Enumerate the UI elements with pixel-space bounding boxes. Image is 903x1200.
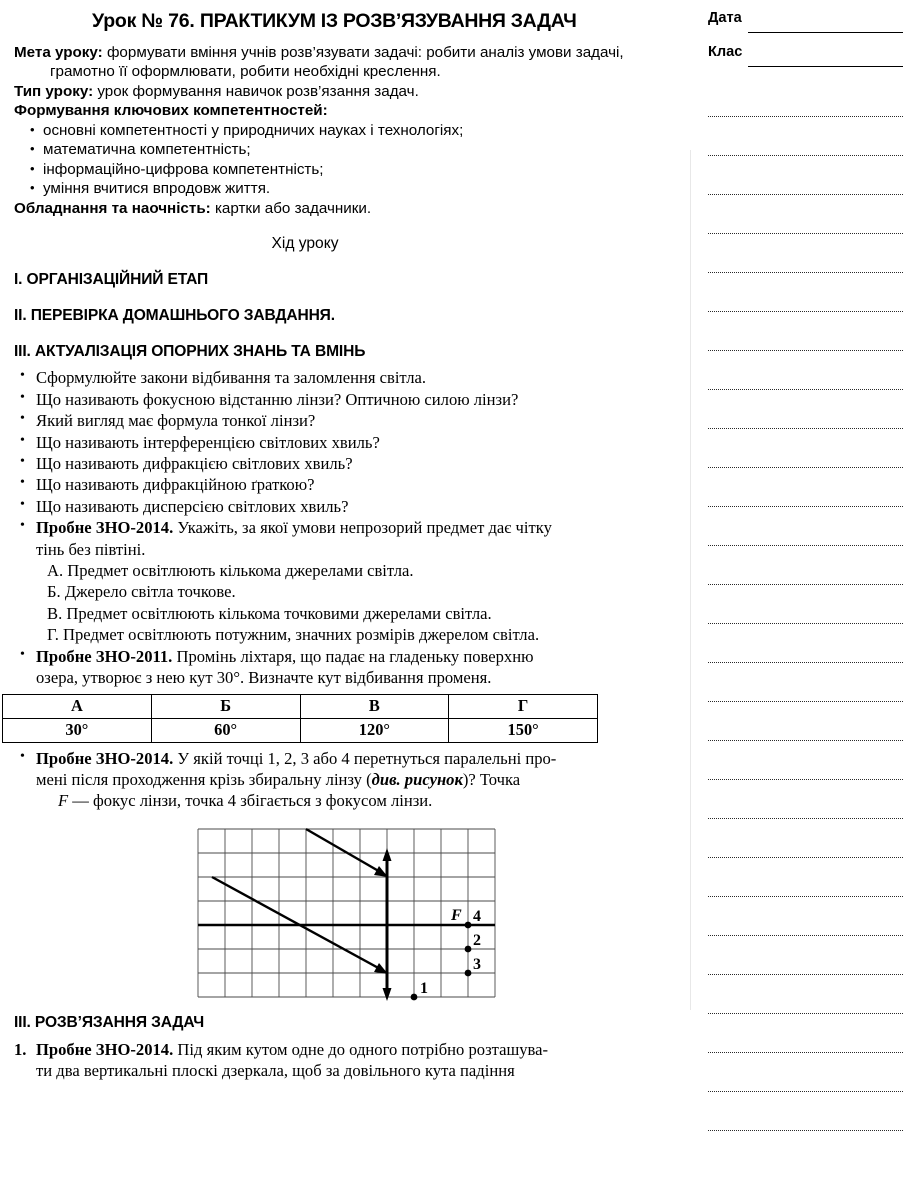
competencies-label: Формування ключових компетентностей: bbox=[14, 102, 328, 120]
task-mirrors-text: Під яким кутом одне до одного потрібно розташува- bbox=[173, 1039, 549, 1059]
table-header-b: Б bbox=[151, 694, 300, 718]
note-line[interactable] bbox=[690, 174, 903, 213]
type-text: урок формування навичок розв’язання задач. bbox=[93, 82, 419, 100]
note-line[interactable] bbox=[690, 993, 903, 1032]
task-shadow-text-line2: тінь без півтіні. bbox=[36, 539, 146, 559]
point-3-marker bbox=[465, 969, 472, 976]
point-3-label: 3 bbox=[473, 955, 481, 973]
lesson-meta-block bbox=[0, 43, 690, 218]
incident-ray-upper bbox=[306, 829, 382, 873]
note-line[interactable] bbox=[690, 564, 903, 603]
type-row bbox=[14, 82, 682, 101]
point-4-label: 4 bbox=[473, 907, 481, 925]
goal-text: формувати вміння учнів розв’язувати задачі: робити аналіз умови задачі, bbox=[102, 44, 624, 61]
list-item: • Сформулюйте закони відбивання та заломлення світла. bbox=[0, 367, 680, 388]
figure-container bbox=[0, 822, 690, 1012]
note-line[interactable] bbox=[690, 915, 903, 954]
note-line[interactable] bbox=[690, 369, 903, 408]
goal-text-line2: грамотно її оформлювати, робити необхідні креслення. bbox=[50, 63, 441, 81]
task-mirrors bbox=[0, 1039, 680, 1082]
list-item: • Що називають інтерференцією світлових хвиль? bbox=[0, 432, 680, 453]
list-item: • Що називають дисперсією світлових хвиль? bbox=[0, 496, 680, 517]
list-item: • Що називають дифракційною ґраткою? bbox=[0, 474, 680, 495]
table-cell-g: 150° bbox=[449, 718, 598, 742]
task-lens-text: У якій точці 1, 2, 3 або 4 перетнуться паралельні про- bbox=[173, 748, 557, 768]
task-number: 1. bbox=[14, 1039, 27, 1059]
equipment-label: Обладнання та наочність: bbox=[14, 200, 211, 217]
list-item: • Який вигляд має формула тонкої лінзи? bbox=[0, 410, 680, 431]
option-b: Б. Джерело світла точкове. bbox=[47, 582, 236, 602]
questions-and-tasks-list bbox=[0, 367, 690, 688]
table-cell-a: 30° bbox=[3, 718, 152, 742]
task-mirror-lake-text: Промінь ліхтаря, що падає на гладеньку поверхню bbox=[172, 646, 534, 666]
course-heading: Хід уроку bbox=[271, 235, 339, 253]
numbered-task-list bbox=[0, 1039, 690, 1082]
lens-arrow-bottom bbox=[383, 988, 392, 1001]
task-mirror-lake-label: Пробне ЗНО-2011. bbox=[36, 646, 173, 666]
equipment-row bbox=[14, 199, 682, 218]
section-heading-actualization: III. АКТУАЛІЗАЦІЯ ОПОРНИХ ЗНАНЬ ТА ВМІНЬ bbox=[14, 343, 366, 361]
point-1-label: 1 bbox=[420, 979, 428, 997]
equipment-text: картки або задачники. bbox=[210, 200, 372, 217]
note-line[interactable] bbox=[690, 1032, 903, 1071]
note-line[interactable] bbox=[690, 96, 903, 135]
note-line[interactable] bbox=[690, 135, 903, 174]
section-heading-organizational: I. ОРГАНІЗАЦІЙНИЙ ЕТАП bbox=[14, 271, 209, 289]
list-item: • Що називають дифракцією світлових хвиль? bbox=[0, 453, 680, 474]
note-line[interactable] bbox=[690, 213, 903, 252]
task-lens-text-line2 bbox=[36, 769, 680, 790]
incident-ray-lower bbox=[212, 877, 382, 970]
table-header-a: А bbox=[3, 694, 152, 718]
note-line[interactable] bbox=[690, 525, 903, 564]
task-shadow-label: Пробне ЗНО-2014. bbox=[36, 518, 174, 538]
class-input-rule[interactable] bbox=[748, 66, 903, 67]
lens-ray-diagram bbox=[196, 826, 504, 1004]
point-4-marker bbox=[465, 921, 472, 928]
point-2-marker bbox=[465, 945, 472, 952]
notes-margin-column bbox=[690, 0, 903, 1200]
note-line[interactable] bbox=[690, 252, 903, 291]
point-2-label: 2 bbox=[473, 931, 481, 949]
class-field-row[interactable] bbox=[690, 44, 903, 78]
section-heading-homework: II. ПЕРЕВІРКА ДОМАШНЬОГО ЗАВДАННЯ. bbox=[14, 307, 335, 325]
table-header-g: Г bbox=[449, 694, 598, 718]
option-a: А. Предмет освітлюють кількома джерелами світла. bbox=[47, 561, 414, 581]
note-line[interactable] bbox=[690, 330, 903, 369]
lens-arrow-top bbox=[383, 848, 392, 861]
task-mirror-lake bbox=[0, 646, 680, 689]
table-cell-b: 60° bbox=[151, 718, 300, 742]
note-line[interactable] bbox=[690, 720, 903, 759]
lens-task-list bbox=[0, 748, 690, 812]
focus-label: F bbox=[451, 906, 462, 924]
lesson-title-text: ПРАКТИКУМ ІЗ РОЗВ’ЯЗУВАННЯ ЗАДАЧ bbox=[199, 10, 577, 32]
type-label: Тип уроку: bbox=[14, 82, 94, 100]
task-lens-label: Пробне ЗНО-2014. bbox=[36, 748, 174, 768]
list-item: • основні компетентності у природничих науках і технологіях; bbox=[14, 121, 682, 141]
answer-options-table bbox=[2, 694, 598, 743]
note-line[interactable] bbox=[690, 486, 903, 525]
focus-symbol: F bbox=[58, 791, 69, 811]
date-input-rule[interactable] bbox=[748, 32, 903, 33]
note-line[interactable] bbox=[690, 759, 903, 798]
note-line[interactable] bbox=[690, 954, 903, 993]
list-item: • інформаційно-цифрова компетентність; bbox=[14, 160, 682, 180]
section-heading-solving: III. РОЗВ’ЯЗАННЯ ЗАДАЧ bbox=[14, 1013, 205, 1031]
point-1-marker bbox=[411, 993, 418, 1000]
table-row-headers bbox=[3, 694, 598, 718]
note-line[interactable] bbox=[690, 798, 903, 837]
class-label: Клас bbox=[708, 44, 745, 60]
note-line[interactable] bbox=[690, 837, 903, 876]
note-line[interactable] bbox=[690, 408, 903, 447]
task-mirrors-label: Пробне ЗНО-2014. bbox=[36, 1039, 174, 1059]
date-field-row[interactable] bbox=[690, 10, 903, 44]
note-line[interactable] bbox=[690, 642, 903, 681]
task-shadow bbox=[0, 517, 680, 645]
note-line[interactable] bbox=[690, 1071, 903, 1110]
competencies-row bbox=[14, 101, 682, 120]
table-cell-v: 120° bbox=[300, 718, 449, 742]
goal-row bbox=[14, 43, 682, 82]
see-figure-note: див. рисунок bbox=[371, 769, 463, 789]
task-mirror-lake-text-line2: озера, утворює з нею кут 30°. Визначте кут відбивання променя. bbox=[36, 668, 492, 688]
list-item: • математична компетентність; bbox=[14, 140, 682, 160]
task-shadow-text: Укажіть, за якої умови непрозорий предмет дає чітку bbox=[173, 518, 552, 538]
list-item: • Що називають фокусною відстанню лінзи? Оптичною силою лінзи? bbox=[0, 389, 680, 410]
note-line[interactable] bbox=[690, 681, 903, 720]
note-line[interactable] bbox=[690, 603, 903, 642]
goal-label: Мета уроку: bbox=[14, 44, 103, 61]
lesson-number: Урок № 76. bbox=[92, 10, 195, 32]
option-v: В. Предмет освітлюють кількома точковими джерелами світла. bbox=[47, 603, 492, 623]
note-lines-group bbox=[690, 96, 903, 1149]
list-item: • уміння вчитися впродовж життя. bbox=[14, 179, 682, 199]
task-lens-text-line2-b: )? Точка bbox=[462, 769, 521, 789]
task-mirrors-text-line2: ти два вертикальні плоскі дзеркала, щоб за довільного кута падіння bbox=[36, 1061, 515, 1081]
table-header-v: В bbox=[300, 694, 449, 718]
table-row-values bbox=[3, 718, 598, 742]
task-lens-text-line3 bbox=[36, 790, 680, 811]
task-lens-text-line3-rest: — фокус лінзи, точка 4 збігається з фокусом лінзи. bbox=[68, 791, 433, 811]
option-g: Г. Предмет освітлюють потужним, значних розмірів джерелом світла. bbox=[47, 625, 540, 645]
date-label: Дата bbox=[708, 10, 745, 26]
task-lens bbox=[0, 748, 680, 812]
competencies-list bbox=[14, 121, 682, 199]
task-lens-text-line2-a: мені після проходження крізь збиральну лінзу ( bbox=[36, 769, 372, 789]
note-line[interactable] bbox=[690, 876, 903, 915]
note-line[interactable] bbox=[690, 1110, 903, 1149]
page-title bbox=[0, 8, 690, 34]
note-line[interactable] bbox=[690, 447, 903, 486]
note-line[interactable] bbox=[690, 291, 903, 330]
